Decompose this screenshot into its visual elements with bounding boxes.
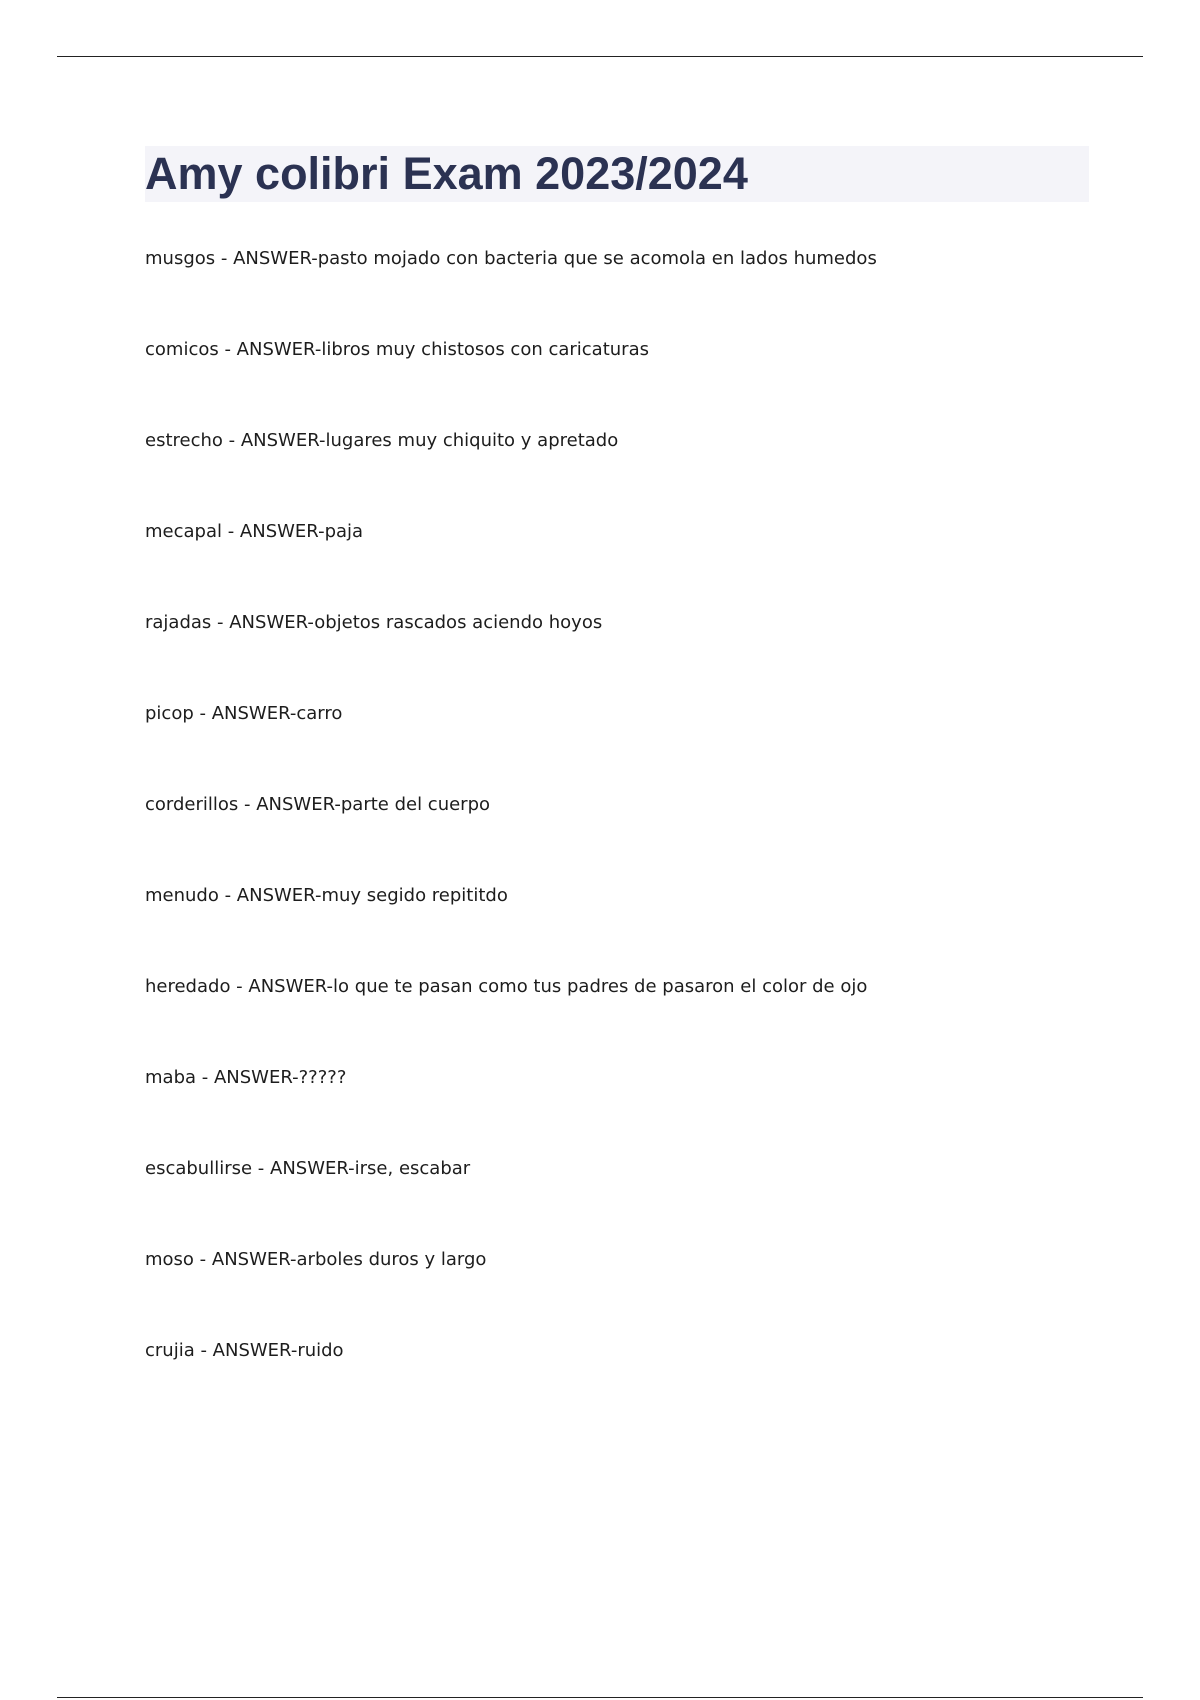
qa-item: maba - ANSWER-????? (145, 1067, 347, 1088)
qa-item: heredado - ANSWER-lo que te pasan como tus padres de pasaron el color de ojo (145, 976, 868, 997)
qa-item: rajadas - ANSWER-objetos rascados aciendo hoyos (145, 612, 603, 633)
qa-item: moso - ANSWER-arboles duros y largo (145, 1249, 487, 1270)
qa-item: mecapal - ANSWER-paja (145, 521, 364, 542)
qa-item: picop - ANSWER-carro (145, 703, 343, 724)
document-title: Amy colibri Exam 2023/2024 (145, 148, 748, 199)
qa-item: menudo - ANSWER-muy segido repititdo (145, 885, 508, 906)
qa-list (145, 244, 877, 1427)
bottom-rule (57, 1697, 1143, 1698)
qa-item: corderillos - ANSWER-parte del cuerpo (145, 794, 491, 815)
qa-item: escabullirse - ANSWER-irse, escabar (145, 1158, 471, 1179)
top-rule (57, 56, 1143, 57)
qa-item: comicos - ANSWER-libros muy chistosos con caricaturas (145, 339, 649, 360)
qa-item: crujia - ANSWER-ruido (145, 1340, 344, 1361)
qa-item: musgos - ANSWER-pasto mojado con bacteria que se acomola en lados humedos (145, 248, 877, 269)
qa-item: estrecho - ANSWER-lugares muy chiquito y apretado (145, 430, 619, 451)
